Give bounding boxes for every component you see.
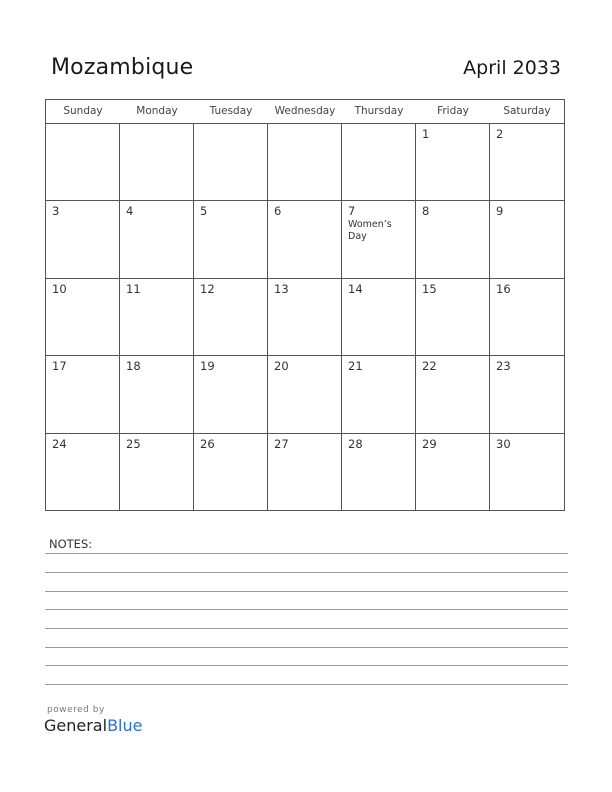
holiday-label: Women’s Day xyxy=(348,219,392,243)
day-number: 15 xyxy=(422,281,437,296)
empty-day-cell xyxy=(120,124,194,201)
note-line xyxy=(45,591,568,592)
brand-blue-text: Blue xyxy=(107,716,143,735)
day-cell xyxy=(194,434,268,511)
day-cell xyxy=(490,434,564,511)
note-line xyxy=(45,628,568,629)
day-cell xyxy=(268,201,342,278)
day-number: 26 xyxy=(200,436,215,451)
day-number: 16 xyxy=(496,281,511,296)
day-number: 1 xyxy=(422,127,430,141)
day-cell xyxy=(342,279,416,356)
day-number: 28 xyxy=(348,436,363,451)
day-cell xyxy=(120,356,194,433)
calendar-month-title: April 2033 xyxy=(463,57,561,79)
day-cell xyxy=(416,124,490,201)
day-number: 5 xyxy=(200,204,208,219)
day-cell xyxy=(490,279,564,356)
empty-day-cell xyxy=(342,124,416,201)
day-cell xyxy=(490,124,564,201)
day-cell xyxy=(416,279,490,356)
day-number: 8 xyxy=(422,204,430,219)
day-number: 24 xyxy=(52,436,67,451)
powered-by-text: powered by xyxy=(47,705,105,715)
day-number: 6 xyxy=(274,204,282,219)
day-cell xyxy=(416,201,490,278)
calendar-grid xyxy=(45,99,565,511)
day-cell xyxy=(268,434,342,511)
day-cell xyxy=(342,434,416,511)
calendar-country-title: Mozambique xyxy=(51,55,194,80)
day-number: 10 xyxy=(52,281,67,296)
day-cell xyxy=(120,434,194,511)
day-cell xyxy=(46,279,120,356)
generalblue-logo xyxy=(44,716,142,735)
day-number: 20 xyxy=(274,359,289,374)
day-number: 3 xyxy=(52,204,60,219)
day-cell xyxy=(268,356,342,433)
day-number: 13 xyxy=(274,281,289,296)
empty-day-cell xyxy=(268,124,342,201)
day-number: 23 xyxy=(496,359,511,374)
brand-general-text: General xyxy=(44,716,108,735)
day-cell xyxy=(416,434,490,511)
empty-day-cell xyxy=(194,124,268,201)
weekday-header-row xyxy=(46,100,564,124)
notes-label: NOTES: xyxy=(49,537,93,551)
day-number: 17 xyxy=(52,359,67,374)
day-number: 18 xyxy=(126,359,141,374)
day-cell xyxy=(194,279,268,356)
day-cell xyxy=(194,356,268,433)
day-cell xyxy=(268,279,342,356)
day-number: 27 xyxy=(274,436,289,451)
weekday-wednesday: Wednesday xyxy=(274,105,336,117)
day-number: 14 xyxy=(348,281,363,296)
note-line xyxy=(45,665,568,666)
weekday-saturday: Saturday xyxy=(503,105,551,117)
weekday-friday: Friday xyxy=(437,105,469,117)
weekday-monday: Monday xyxy=(136,105,178,117)
day-number: 21 xyxy=(348,359,363,374)
day-cell xyxy=(46,434,120,511)
note-line xyxy=(45,609,568,610)
day-cell xyxy=(194,201,268,278)
day-cell xyxy=(342,356,416,433)
note-line xyxy=(45,553,568,554)
day-number: 30 xyxy=(496,436,511,451)
day-cell xyxy=(120,279,194,356)
day-cell xyxy=(46,356,120,433)
weekday-sunday: Sunday xyxy=(63,105,103,117)
day-number: 4 xyxy=(126,204,134,219)
day-number: 9 xyxy=(496,204,504,219)
day-number: 19 xyxy=(200,359,215,374)
day-cell xyxy=(342,201,416,278)
note-line xyxy=(45,647,568,648)
day-number: 12 xyxy=(200,281,215,296)
day-number: 2 xyxy=(496,127,504,141)
day-number: 7 xyxy=(348,204,356,219)
note-line xyxy=(45,684,568,685)
empty-day-cell xyxy=(46,124,120,201)
weekday-tuesday: Tuesday xyxy=(209,105,253,117)
note-line xyxy=(45,572,568,573)
day-grid xyxy=(46,124,564,511)
day-cell xyxy=(120,201,194,278)
day-cell xyxy=(490,356,564,433)
weekday-thursday: Thursday xyxy=(354,105,404,117)
day-number: 11 xyxy=(126,281,141,296)
day-cell xyxy=(416,356,490,433)
day-number: 22 xyxy=(422,359,437,374)
day-cell xyxy=(46,201,120,278)
day-number: 25 xyxy=(126,436,141,451)
day-number: 29 xyxy=(422,436,437,451)
day-cell xyxy=(490,201,564,278)
